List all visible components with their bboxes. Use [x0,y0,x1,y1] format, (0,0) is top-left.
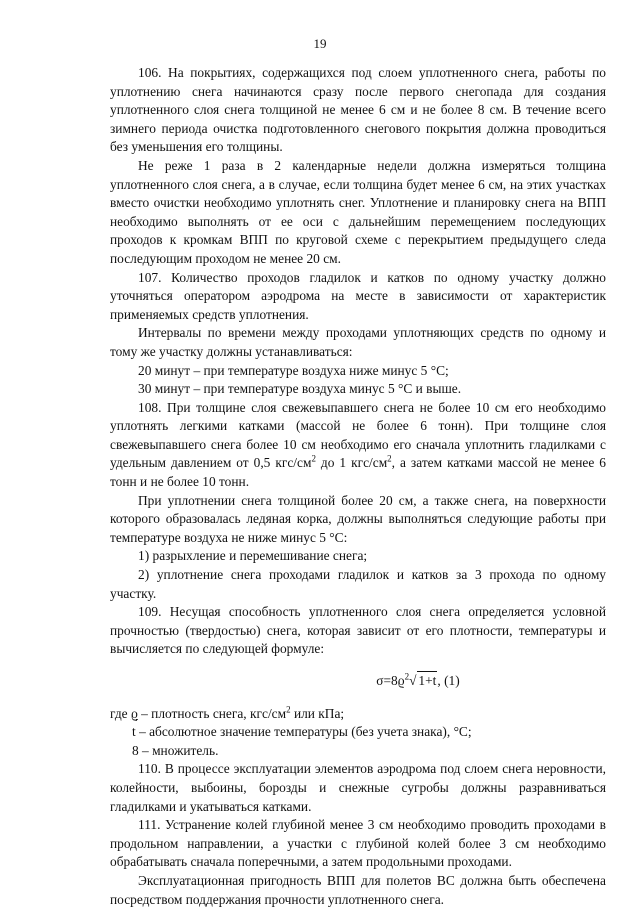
paragraph-107-item-1: 20 минут – при температуре воздуха ниже минус 5 °С; [138,362,449,378]
formula-number: , (1) [437,673,460,688]
paragraph-108-item-2: 2) уплотнение снега проходами гладилок и катков за 3 прохода по одному участку. [110,567,606,601]
paragraph-106-cont: Не реже 1 раза в 2 календарные недели должна измеряться толщина уплотненного слоя снега, а в случае, если толщина будет менее 6 см, на этих участках вместо очистки необходимо уплотнять снег. Уплотнение и планировку снега на ВПП необходимо выполнять от ее оси с дальнейшим перемещением последующих проходов к кромкам ВПП по круговой схеме с перекрытием предыдущего следа последующим проходом не менее 20 см. [110,157,606,266]
definition-density-unit: или кПа; [290,705,345,721]
paragraph-107: 107. Количество проходов гладилок и катков по одному участку должно уточняться оператором аэродрома на месте в зависимости от характеристик применяемых средств уплотнения. [110,269,606,322]
document-body [110,64,606,909]
density-symbol: ϱ [130,705,138,721]
paragraph-108-item-1: 1) разрыхление и перемешивание снега; [138,548,368,564]
paragraph-111-cont: Эксплуатационная пригодность ВПП для полетов ВС должна быть обеспечена посредством поддержания прочности уплотненного снега. [110,872,606,907]
paragraph-108-part-3: , а затем катками массой не менее 6 тонн и не более 10 тонн. [110,455,606,490]
radical-sign: √ [409,673,417,688]
paragraph-109: 109. Несущая способность уплотненного слоя снега определяется условной прочностью (твердостью) снега, которая зависит от его плотности, температуры и вычисляется по следующей формуле: [110,604,606,657]
paragraph-108-part-1: 108. При толщине слоя свежевыпавшего снега не более 10 см его необходимо уплотнять легкими катками (массой не более 6 тонн). При толщине слоя свежевыпавшего снега более 10 см необходимо его сначала уплотнить гладилками с удельным давлением от 0,5 кгс/см [110,399,606,471]
definition-density [110,705,606,724]
superscript: 2 [311,454,316,464]
definition-density-text: – плотность снега, кгс/см [137,705,287,721]
page-number: 19 [313,36,327,51]
definition-prefix: где [110,705,131,721]
formula [110,671,606,691]
superscript: 2 [286,704,291,715]
definition-temperature: t – абсолютное значение температуры (без учета знака), °С; [132,724,472,740]
paragraph-108-part-2: до 1 кгс/см [315,455,388,471]
paragraph-108-ice: При уплотнении снега толщиной более 20 см, а также снега, на поверхности которого образовалась ледяная корка, должны выполняться следующие работы при температуре воздуха не ниже минус 5 °С: [110,492,606,545]
superscript: 2 [404,671,410,682]
paragraph-107-item-2: 30 минут – при температуре воздуха минус 5 °С и выше. [138,381,462,397]
formula-lhs: σ=8ϱ [376,673,405,688]
superscript: 2 [387,454,392,464]
paragraph-107-intervals: Интервалы по времени между проходами уплотняющих средств по одному и тому же участку должны устанавливаться: [110,325,606,359]
definition-multiplier: 8 – множитель. [132,742,219,758]
paragraph-111: 111. Устранение колей глубиной менее 3 см необходимо проводить проходами в продольном направлении, а участки с глубиной колей более 3 см необходимо обрабатывать сначала поперечными, а затем продольными проходами. [110,817,606,870]
paragraph-106: 106. На покрытиях, содержащихся под слоем уплотненного снега, работы по уплотнению снега начинаются сразу после первого снегопада для создания уплотненного слоя снега толщиной не менее 6 см и не более 8 см. В течение всего зимнего периода очистка подготовленного снегового покрытия должна проводиться без уменьшения его толщины. [110,65,606,155]
paragraph-108 [110,399,606,492]
formula-radicand: 1+t [417,671,437,691]
paragraph-110: 110. В процессе эксплуатации элементов аэродрома под слоем снега неровности, колейности, выбоины, борозды и снежные сугробы должны разравниваться гладилками и укатываться катками. [110,761,606,814]
